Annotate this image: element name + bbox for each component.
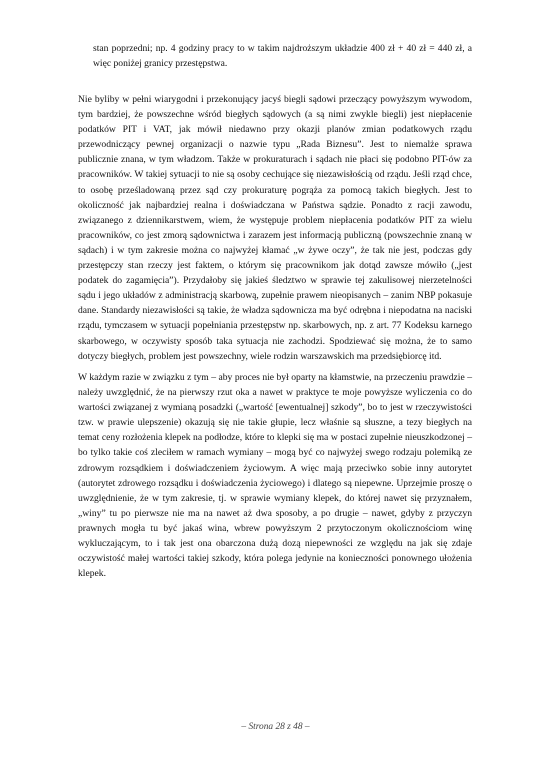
paragraph-text: W każdym razie w związku z tym – aby proces nie był oparty na kłamstwie, na przeczeniu prawdzie – należy uwzględnić, że na pierwszy rzut oka a nawet w praktyce te moje powyższe wyliczenia co do wartości związanej z wymianą posadzki („wartość [ewentualnej] szkody”, bo to jest w rzeczywistości tzw. w prawie ulepszenie) okazują się nie takie głupie, lecz właśnie są słuszne, a tezy biegłych na temat ceny rozłożenia klepek na podłodze, które to klepki się ma w postaci zupełnie nieuszkodzonej – bo tylko takie coś zleciłem w ramach wymiany – mogą być co najwyżej swego rodzaju polemiką ze zdrowym rozsądkiem i doświadczeniem życiowym. A więc mają przeciwko sobie inny autorytet (autorytet zdrowego rozsądku i doświadczenia życiowego) i dlatego są niepewne. Uprzejmie proszę o uwzględnienie, że w tym zakresie, tj. w sprawie wymiany klepek, do której nawet się przyznałem, „winy” tu po pierwsze nie ma na nawet aż dwa sposoby, a po drugie – nawet, gdyby z przyczyn prawnych mogła tu być jakaś wina, wbrew powyższym 2 przytoczonym okolicznościom winę wykluczającym, to i tak jest ona obarczona dużą dozą niepewności ze względu na jak się zdaje oczywistość małej wartości takiej szkody, która polega jedynie na konieczności ponownego ułożenia klepek. <box>78 372 472 580</box>
page-footer: – Strona 28 z 48 – <box>241 722 310 732</box>
paragraph-text: Nie byliby w pełni wiarygodni i przekonujący jacyś biegli sądowi przeczący powyższym wywodom, tym bardziej, że powszechne wśród biegłych sądowych (a są nimi zwykle biegli) jest niepłacenie podatków PIT i VAT, jak mówił niedawno przy okazji planów zmian podatkowych rządu przewodniczący pewnej organizacji o nazwie typu „Rada Biznesu”. Jest to niemalże sprawa publicznie znana, w tym władzom. Także w prokuraturach i sądach nie płaci się podobno PIT-ów za pracowników. W takiej sytuacji to nie są osoby cechujące się niezawisłością od rządu. Jeśli rząd chce, to osobę prześladowaną przez sąd czy prokuraturę pogrąża za pomocą takich biegłych. Jest to okoliczność jak najbardziej realna i doświadczana w Państwa sądzie. Ponadto z racji zawodu, związanego z dziennikarstwem, wiem, że występuje problem niepłacenia podatków PIT za wielu pracowników, co jest zmorą sądownictwa i zarazem jest informacją publiczną (powszechnie znaną w sądach) i w tym zakresie można co najwyżej kłamać „w żywe oczy”, że tak nie jest, podczas gdy przestępczy stan rzeczy jest faktem, o którym się pracownikom jak dotąd zawsze mówiło („jest podatek do zagamięcia”). Przydałoby się jakieś śledztwo w sprawie tej zakulisowej nierzetelności sądu i jego układów z administracją skarbową, zupełnie prawem nieopisanych – zanim NBP pokasuje dane. Standardy niezawisłości są takie, że władza sądownicza ma być odrębna i niepodatna na naciski rządu, tymczasem w sytuacji popełniania przestępstw np. skarbowych, np. z art. 77 Kodeksu karnego skarbowego, w oczywisty sposób taka sytuacja nie zachodzi. Spodziewać się można, że to samo dotyczy biegłych, problem jest powszechny, wiele rodzin warszawskich ma przedsiębiorcę itd. <box>78 94 472 362</box>
paragraph-text: stan poprzedni; np. 4 godziny pracy to w takim najdroższym układzie 400 zł + 40 zł = 440 zł, a więc poniżej granicy przestępstwa. <box>93 43 472 70</box>
paragraph-floor-replacement <box>78 370 472 581</box>
paragraph-expert-witnesses <box>78 92 472 364</box>
paragraph-continuation <box>93 41 472 71</box>
